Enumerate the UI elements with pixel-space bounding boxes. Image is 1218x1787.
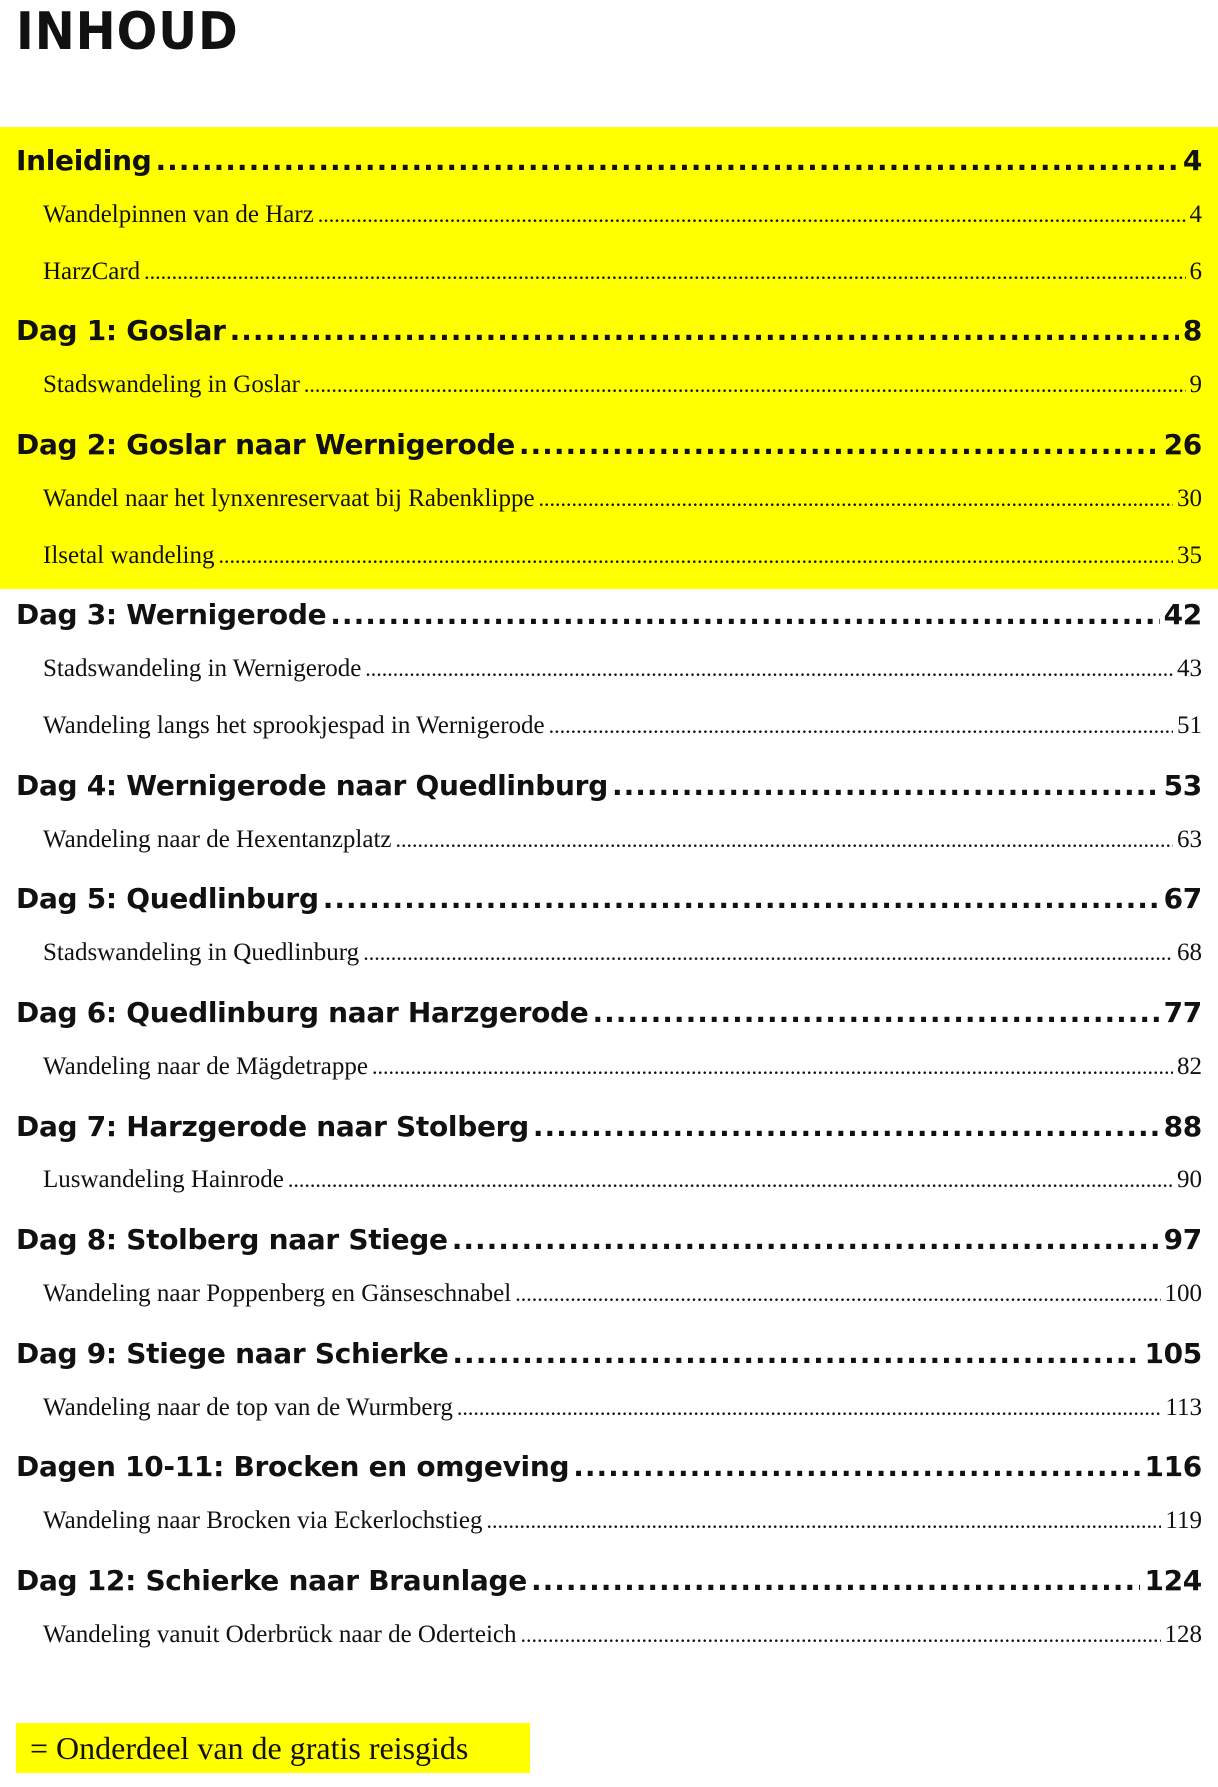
toc-entry-label: Dag 6: Quedlinburg naar Harzgerode [16,996,589,1029]
toc-chapter[interactable] [16,769,1202,802]
toc-entry-page: 4 [1182,144,1202,177]
dot-leader [549,713,1173,739]
toc-entry-page: 8 [1182,314,1202,347]
dot-leader [230,314,1179,347]
toc-entry-page: 82 [1177,1053,1202,1080]
dot-leader [521,1622,1161,1648]
toc-section[interactable] [43,1053,1202,1081]
toc-entry-label: Stadswandeling in Wernigerode [43,655,362,682]
toc-entry-label: Dag 5: Quedlinburg [16,882,319,915]
toc-entry-page: 4 [1189,201,1202,228]
toc-entry-page: 88 [1163,1110,1202,1143]
toc-chapter[interactable] [16,1564,1202,1597]
toc-entry-label: Ilsetal wandeling [43,542,215,569]
toc-section[interactable] [43,655,1202,683]
toc-entry-page: 105 [1144,1337,1202,1370]
dot-leader [533,1110,1160,1143]
toc-entry-label: Luswandeling Hainrode [43,1166,284,1193]
toc-entry-label: Wandeling naar Brocken via Eckerlochstieg [43,1507,483,1534]
dot-leader [318,202,1186,228]
dot-leader [539,486,1173,512]
toc-entry-label: Dag 1: Goslar [16,314,226,347]
toc-entry-page: 113 [1165,1394,1202,1421]
toc-entry-label: Stadswandeling in Quedlinburg [43,939,360,966]
toc-entry-label: Dagen 10-11: Brocken en omgeving [16,1450,570,1483]
toc-entry-label: Wandel naar het lynxenreservaat bij Rabenklippe [43,485,535,512]
toc-section[interactable] [43,1621,1202,1649]
toc-entry-label: Wandeling naar Poppenberg en Gänseschnabel [43,1280,512,1307]
toc-entry-page: 9 [1189,371,1202,398]
toc-section[interactable] [43,1280,1202,1308]
toc-entry-page: 26 [1163,428,1202,461]
dot-leader [323,882,1160,915]
toc-section[interactable] [43,1166,1202,1194]
toc-chapter[interactable] [16,314,1202,347]
toc-chapter[interactable] [16,996,1202,1029]
dot-leader [452,1223,1160,1256]
toc-chapter[interactable] [16,882,1202,915]
toc-entry-label: Wandeling naar de Mägdetrappe [43,1053,368,1080]
dot-leader [486,1508,1161,1534]
toc-entry-page: 30 [1177,485,1202,512]
dot-leader [531,1564,1140,1597]
toc-entry-label: Dag 9: Stiege naar Schierke [16,1337,449,1370]
toc-entry-page: 100 [1164,1280,1202,1307]
toc-entry-page: 124 [1144,1564,1202,1597]
toc-chapter[interactable] [16,1223,1202,1256]
toc-chapter[interactable] [16,428,1202,461]
toc-section[interactable] [43,1507,1202,1535]
toc-entry-label: Dag 3: Wernigerode [16,598,327,631]
toc-section[interactable] [43,485,1202,513]
dot-leader [304,372,1186,398]
toc-entry-page: 77 [1163,996,1202,1029]
toc-entry-label: Wandeling langs het sprookjespad in Wernigerode [43,712,545,739]
toc-entry-label: Dag 2: Goslar naar Wernigerode [16,428,515,461]
dot-leader [363,940,1173,966]
toc-entry-page: 67 [1163,882,1202,915]
toc-section[interactable] [43,258,1202,286]
toc-entry-label: Wandeling vanuit Oderbrück naar de Oderteich [43,1621,517,1648]
dot-leader [452,1337,1140,1370]
toc-entry-label: Dag 12: Schierke naar Braunlage [16,1564,527,1597]
toc-entry-page: 116 [1144,1450,1202,1483]
dot-leader [365,656,1173,682]
toc-entry-page: 42 [1163,598,1202,631]
dot-leader [372,1054,1173,1080]
toc-section[interactable] [43,371,1202,399]
toc-chapter[interactable] [16,1110,1202,1143]
toc-chapter[interactable] [16,144,1202,177]
toc-entry-label: Stadswandeling in Goslar [43,371,300,398]
toc-section[interactable] [43,826,1202,854]
toc-section[interactable] [43,712,1202,740]
toc-entry-page: 53 [1163,769,1202,802]
dot-leader [457,1395,1162,1421]
toc-entry-page: 119 [1165,1507,1202,1534]
dot-leader [573,1450,1140,1483]
free-guide-highlight [0,127,1218,589]
toc-section[interactable] [43,201,1202,229]
toc-entry-page: 35 [1177,542,1202,569]
toc-entry-page: 68 [1177,939,1202,966]
toc-entry-page: 51 [1177,712,1202,739]
toc-entry-label: Dag 7: Harzgerode naar Stolberg [16,1110,529,1143]
toc-chapter[interactable] [16,1450,1202,1483]
toc-entry-page: 63 [1177,826,1202,853]
toc-entry-label: Dag 4: Wernigerode naar Quedlinburg [16,769,608,802]
toc-entry-page: 128 [1164,1621,1202,1648]
toc-entry-page: 90 [1177,1166,1202,1193]
toc-entry-page: 97 [1163,1223,1202,1256]
dot-leader [144,259,1185,285]
dot-leader [515,1281,1160,1307]
dot-leader [612,769,1160,802]
toc-section[interactable] [43,542,1202,570]
dot-leader [519,428,1160,461]
toc-section[interactable] [43,1394,1202,1422]
toc-chapter[interactable] [16,598,1202,631]
toc-entry-label: Dag 8: Stolberg naar Stiege [16,1223,448,1256]
dot-leader [218,543,1173,569]
toc-entry-label: Wandeling naar de top van de Wurmberg [43,1394,453,1421]
toc-entry-label: Wandelpinnen van de Harz [43,201,314,228]
toc-entry-page: 43 [1177,655,1202,682]
dot-leader [396,827,1173,853]
page-title: INHOUD [16,2,239,62]
dot-leader [288,1167,1173,1193]
dot-leader [155,144,1178,177]
toc-entry-label: HarzCard [43,258,141,285]
toc-chapter[interactable] [16,1337,1202,1370]
toc-entry-label: Inleiding [16,144,152,177]
toc-entry-page: 6 [1189,258,1202,285]
legend-note: = Onderdeel van de gratis reisgids [16,1723,530,1773]
toc-entry-label: Wandeling naar de Hexentanzplatz [43,826,392,853]
dot-leader [592,996,1159,1029]
toc-section[interactable] [43,939,1202,967]
dot-leader [330,598,1159,631]
